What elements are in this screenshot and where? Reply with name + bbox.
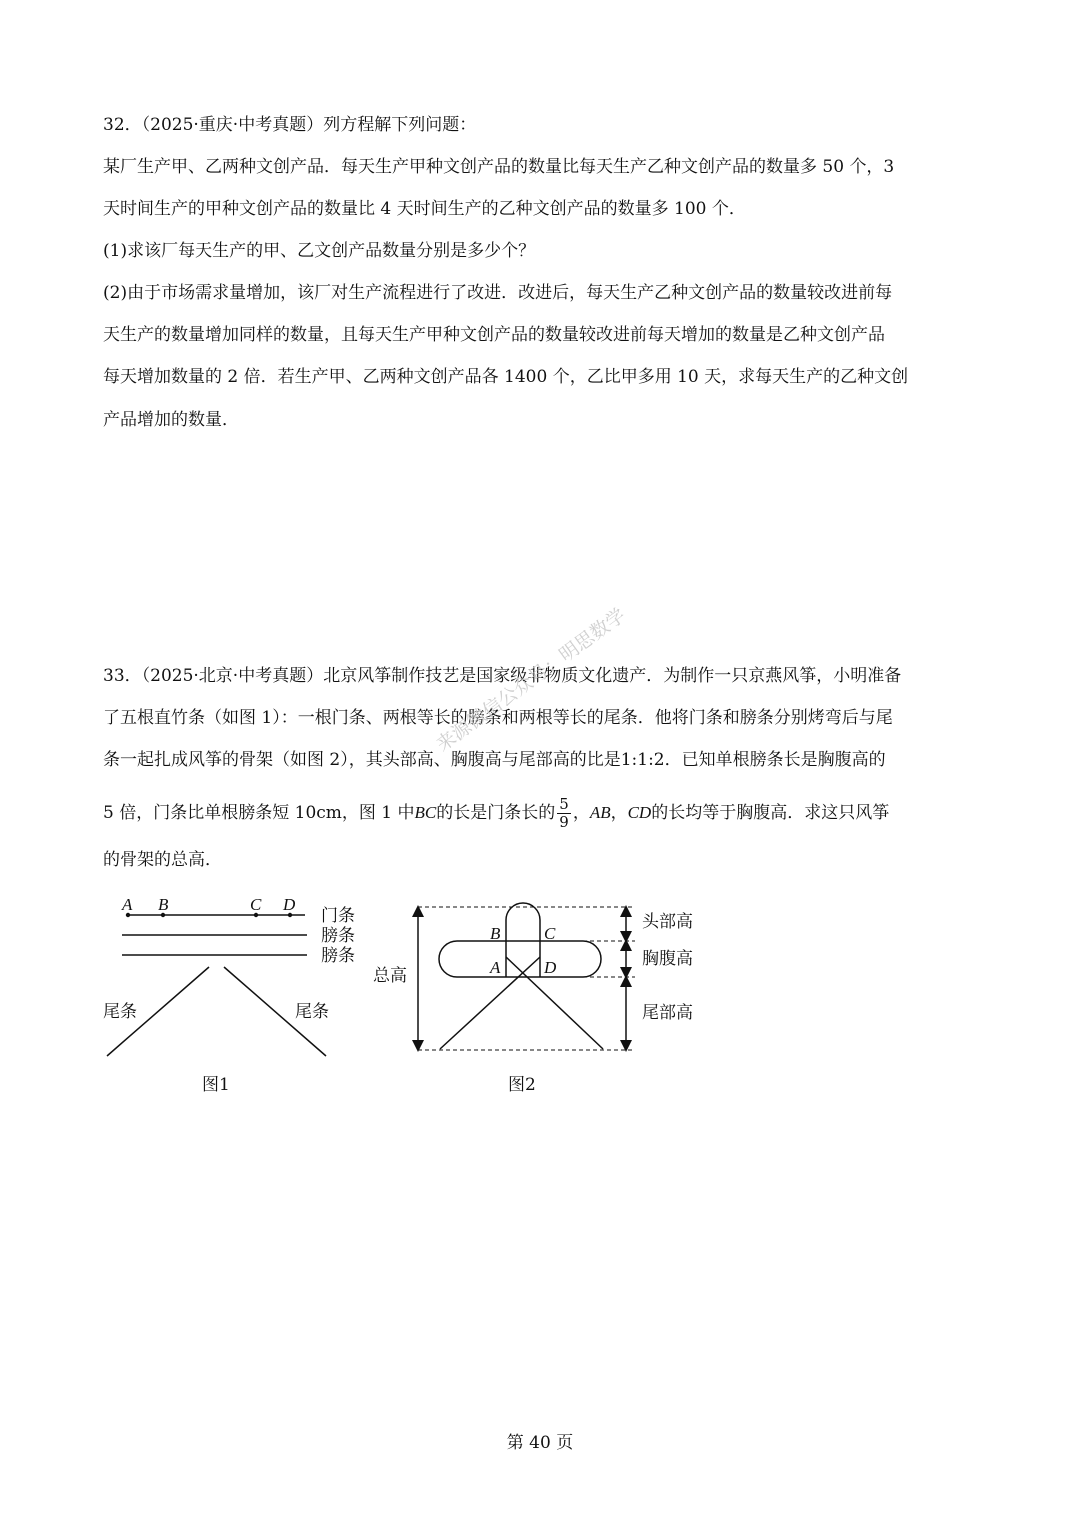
q32-line-7: 每天增加数量的 2 倍．若生产甲、乙两种文创产品各 1400 个，乙比甲多用 10 天，求每天生产的乙种文创 xyxy=(103,367,909,387)
q33-line-5: 的骨架的总高． xyxy=(103,850,222,870)
bang-tiao-label-1: 膀条 xyxy=(321,926,355,945)
q33-line-2: 了五根直竹条（如图 1）：一根门条、两根等长的膀条和两根等长的尾条．他将门条和膀条分别烤弯后与尾 xyxy=(103,708,893,728)
q32-line-1: 32．（2025·重庆·中考真题）列方程解下列问题： xyxy=(103,115,477,135)
figure-2-caption: 图2 xyxy=(508,1075,536,1095)
figure-1 xyxy=(95,885,375,1065)
wing-piece xyxy=(439,941,601,977)
var-cd: CD xyxy=(627,803,652,822)
fraction-5-9: $\frac{5}{9}$ xyxy=(559,795,569,831)
q32-line-8: 产品增加的数量． xyxy=(103,410,239,430)
chest-height-label: 胸腹高 xyxy=(642,949,693,968)
label-d2: D xyxy=(544,958,557,977)
q32-line-2: 某厂生产甲、乙两种文创产品．每天生产甲种文创产品的数量比每天生产乙种文创产品的数量多 50 个，3 xyxy=(103,157,895,177)
bang-tiao-label-2: 膀条 xyxy=(321,946,355,965)
var-bc: BC xyxy=(414,803,437,822)
q33-line-1: 33．（2025·北京·中考真题）北京风筝制作技艺是国家级非物质文化遗产．为制作一只京燕风筝，小明准备 xyxy=(103,666,902,686)
label-b: B xyxy=(158,895,169,914)
q32-line-6: 天生产的数量增加同样的数量，且每天生产甲种文创产品的数量较改进前每天增加的数量是乙种文创产品 xyxy=(103,325,885,345)
men-tiao-label: 门条 xyxy=(321,906,355,925)
var-ab: AB xyxy=(589,803,611,822)
wei-tiao-label-right: 尾条 xyxy=(295,1002,329,1021)
q33-line-4: 5 倍，门条比单根膀条短 10cm，图 1 中BC的长是门条长的 $\frac{5}{9}$ ，AB，CD的长均等于胸腹高．求这只风筝 xyxy=(103,795,890,831)
head-piece xyxy=(506,903,540,977)
q32-line-3: 天时间生产的甲种文创产品的数量比 4 天时间生产的乙种文创产品的数量多 100 个． xyxy=(103,199,746,219)
watermark: 来源微信公众号：明思数学 xyxy=(432,604,630,757)
label-a2: A xyxy=(490,958,501,977)
label-d: D xyxy=(283,895,296,914)
label-a: A xyxy=(122,895,133,914)
figure-2 xyxy=(365,885,725,1065)
tail-height-label: 尾部高 xyxy=(642,1003,693,1022)
q32-line-4: (1)求该厂每天生产的甲、乙文创产品数量分别是多少个？ xyxy=(103,241,536,261)
figure-1-caption: 图1 xyxy=(202,1075,230,1095)
wei-tiao-label-left: 尾条 xyxy=(103,1002,137,1021)
label-c2: C xyxy=(544,924,556,943)
label-b2: B xyxy=(490,924,501,943)
q33-line-3: 条一起扎成风筝的骨架（如图 2），其头部高、胸腹高与尾部高的比是1:1:2．已知单根膀条长是胸腹高的 xyxy=(103,750,886,770)
page-number: 第 40 页 xyxy=(506,1433,574,1453)
total-height-label: 总高 xyxy=(373,966,407,985)
label-c: C xyxy=(250,895,262,914)
q32-line-5: (2)由于市场需求量增加，该厂对生产流程进行了改进．改进后，每天生产乙种文创产品的数量较改进前每 xyxy=(103,283,893,303)
head-height-label: 头部高 xyxy=(642,912,693,931)
